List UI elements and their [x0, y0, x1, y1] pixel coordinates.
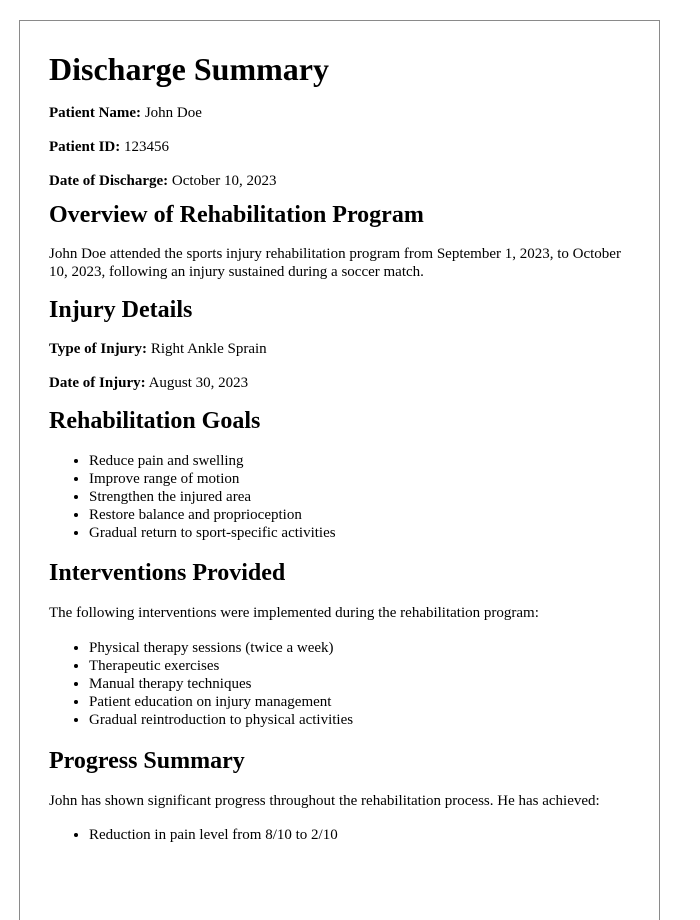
intervention-item: • Gradual reintroduction to physical activities: [89, 711, 630, 729]
discharge-date-value: October 10, 2023: [171, 173, 277, 189]
goal-item: • Reduce pain and swelling: [89, 452, 630, 470]
discharge-date-label: Date of Discharge:: [49, 173, 169, 189]
injury-heading: Injury Details: [49, 297, 193, 323]
overview-text: John Doe attended the sports injury rehabilitation program from September 1, 2023, to October 10, 2023, following an injury sustained during a soccer match.: [49, 246, 621, 280]
injury-date-value: August 30, 2023: [148, 375, 249, 391]
patient-id-value: 123456: [124, 139, 169, 155]
intervention-item: • Therapeutic exercises: [89, 657, 630, 675]
progress-intro: John has shown significant progress throughout the rehabilitation process. He has achieved:: [49, 793, 600, 809]
patient-name-label: Patient Name:: [49, 105, 142, 121]
overview-heading: Overview of Rehabilitation Program: [49, 202, 424, 228]
intervention-item: • Patient education on injury management: [89, 693, 630, 711]
progress-list: [49, 826, 630, 844]
patient-name-line: [49, 104, 630, 122]
discharge-date-line: [49, 172, 630, 190]
progress-item: • Reduction in pain level from 8/10 to 2/10: [89, 826, 630, 844]
goals-list: [49, 452, 630, 542]
goal-item: • Gradual return to sport-specific activities: [89, 524, 630, 542]
goal-item: • Strengthen the injured area: [89, 488, 630, 506]
injury-date-line: [49, 374, 630, 392]
discharge-summary-document: [19, 20, 660, 920]
intervention-item: • Physical therapy sessions (twice a week): [89, 639, 630, 657]
goal-item: • Restore balance and proprioception: [89, 506, 630, 524]
patient-name-value: John Doe: [144, 105, 202, 121]
patient-id-line: [49, 138, 630, 156]
goal-item: • Improve range of motion: [89, 470, 630, 488]
progress-heading: Progress Summary: [49, 748, 245, 774]
injury-date-label: Date of Injury:: [49, 375, 146, 391]
interventions-heading: Interventions Provided: [49, 560, 286, 586]
patient-id-label: Patient ID:: [49, 139, 121, 155]
goals-heading: Rehabilitation Goals: [49, 408, 261, 434]
injury-type-line: [49, 340, 630, 358]
intervention-item: • Manual therapy techniques: [89, 675, 630, 693]
interventions-list: [49, 639, 630, 729]
document-title: Discharge Summary: [49, 51, 329, 87]
interventions-intro: The following interventions were implemented during the rehabilitation program:: [49, 605, 539, 621]
injury-type-label: Type of Injury:: [49, 341, 148, 357]
injury-type-value: Right Ankle Sprain: [150, 341, 267, 357]
